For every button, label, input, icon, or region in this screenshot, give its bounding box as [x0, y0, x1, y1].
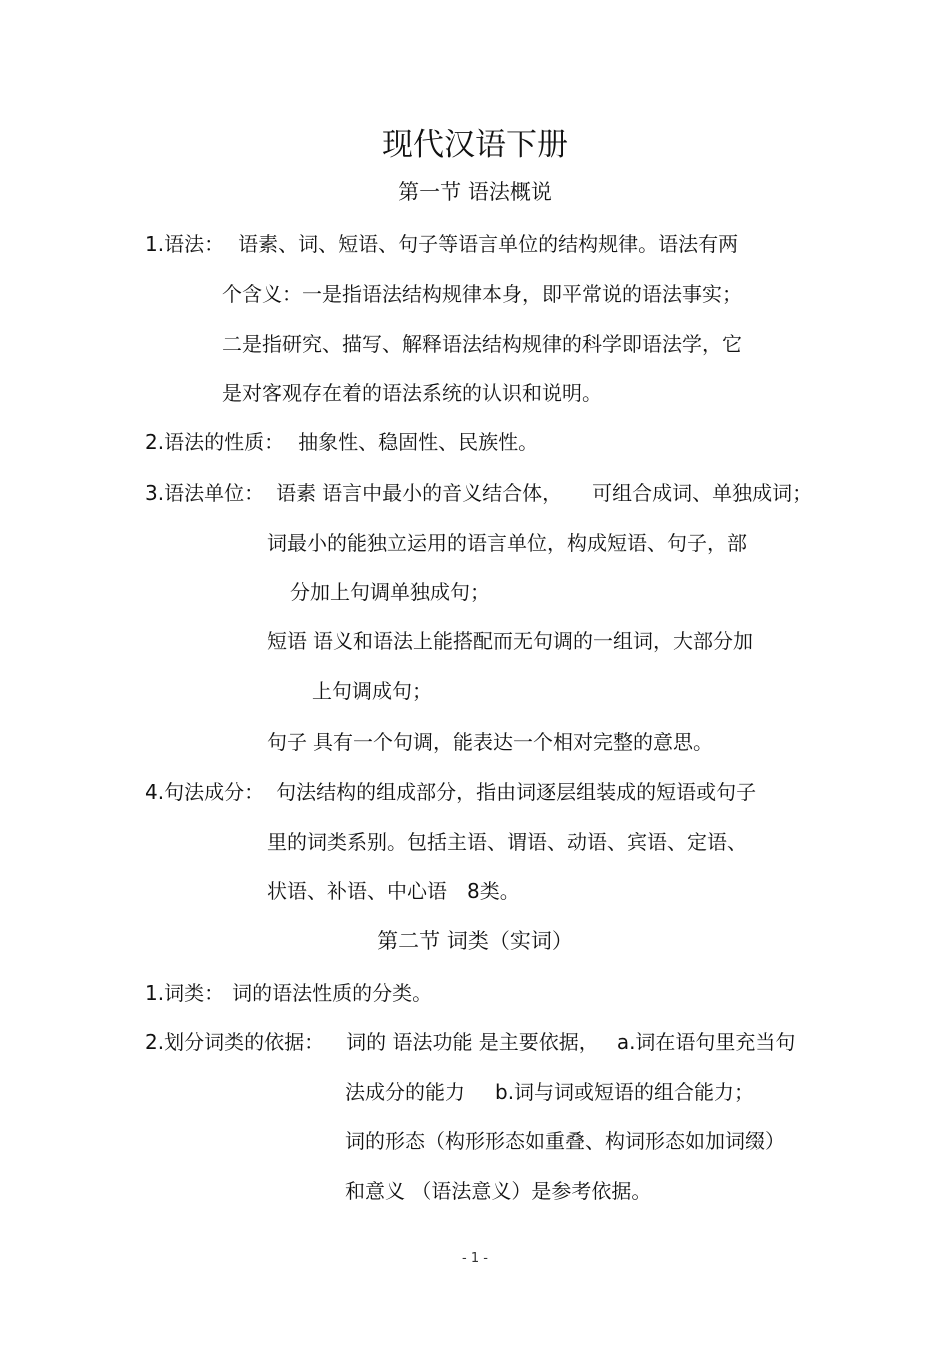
item-4-line-3 — [267, 878, 520, 904]
page-title: 现代汉语下册 — [382, 127, 568, 163]
term-morpheme-def-2: 可组合成词、单独成词； — [592, 481, 813, 505]
item-4-label: 4.句法成分： — [145, 780, 265, 804]
item-2-line-1: 抽象性、稳固性、民族性。 — [298, 430, 539, 454]
s2-item-2-label: 2.划分词类的依据： — [145, 1030, 325, 1054]
s2-item-2-line-2: a.词在语句里充当句 — [616, 1030, 796, 1054]
item-1-label: 1.语法： — [145, 232, 225, 256]
term-word: 词 — [267, 531, 287, 555]
item-1-line-1: 语素、词、短语、句子等语言单位的结构规律。语法有两 — [238, 232, 739, 256]
term-phrase-def-1: 语义和语法上能搭配而无句调的一组词，大部分加 — [313, 629, 753, 653]
s2-item-2 — [145, 1029, 795, 1055]
item-4-line-2: 里的词类系别。包括主语、谓语、动语、宾语、定语、 — [267, 830, 747, 854]
item-4-line-3a: 状语、补语、中心语 — [267, 879, 447, 903]
item-2 — [145, 429, 538, 455]
term-phrase: 短语 — [267, 629, 307, 653]
s2-item-1 — [145, 980, 432, 1006]
term-phrase-row — [267, 628, 753, 654]
term-word-def-2: 分加上句调单独成句； — [290, 580, 490, 604]
item-3 — [145, 480, 812, 506]
item-4-line-1: 句法结构的组成部分，指由词逐层组装成的短语或句子 — [276, 780, 757, 804]
item-3-label: 3.语法单位： — [145, 481, 265, 505]
term-morpheme: 语素 — [276, 481, 317, 505]
section-heading-1: 第一节 语法概说 — [398, 180, 552, 204]
s2-item-2-line-5: 词的形态（构形形态如重叠、构词形态如加词缀） — [345, 1129, 785, 1153]
term-sentence: 句子 — [267, 730, 307, 754]
page-number: - 1 - — [462, 1251, 488, 1266]
s2-item-1-label: 1.词类： — [145, 981, 225, 1005]
item-2-label: 2.语法的性质： — [145, 430, 285, 454]
s2-item-2-line-6: 和意义 （语法意义）是参考依据。 — [345, 1179, 652, 1203]
term-sentence-row — [267, 729, 713, 755]
item-1 — [145, 231, 738, 257]
s2-item-1-line-1: 词的语法性质的分类。 — [232, 981, 433, 1005]
s2-item-2-line-1: 词的 语法功能 是主要依据， — [346, 1030, 599, 1054]
term-phrase-def-2: 上句调成句； — [312, 679, 432, 703]
item-1-line-4: 是对客观存在着的语法系统的认识和说明。 — [222, 381, 602, 405]
section-heading-2: 第二节 词类（实词） — [377, 929, 573, 953]
item-4-line-3b: 8类。 — [467, 879, 520, 903]
term-sentence-def-1: 具有一个句调，能表达一个相对完整的意思。 — [313, 730, 713, 754]
s2-item-2-row-2 — [345, 1079, 754, 1105]
item-1-line-2: 个含义：一是指语法结构规律本身，即平常说的语法事实； — [222, 282, 742, 306]
item-4 — [145, 779, 756, 805]
term-word-def-1: 最小的能独立运用的语言单位，构成短语、句子，部 — [287, 531, 747, 555]
term-morpheme-def-1: 语言中最小的音义结合体， — [322, 481, 563, 505]
s2-item-2-line-4: b.词与词或短语的组合能力； — [495, 1080, 755, 1104]
s2-item-2-line-3: 法成分的能力 — [345, 1080, 465, 1104]
term-word-row — [267, 530, 747, 556]
item-1-line-3: 二是指研究、描写、解释语法结构规律的科学即语法学，它 — [222, 332, 742, 356]
